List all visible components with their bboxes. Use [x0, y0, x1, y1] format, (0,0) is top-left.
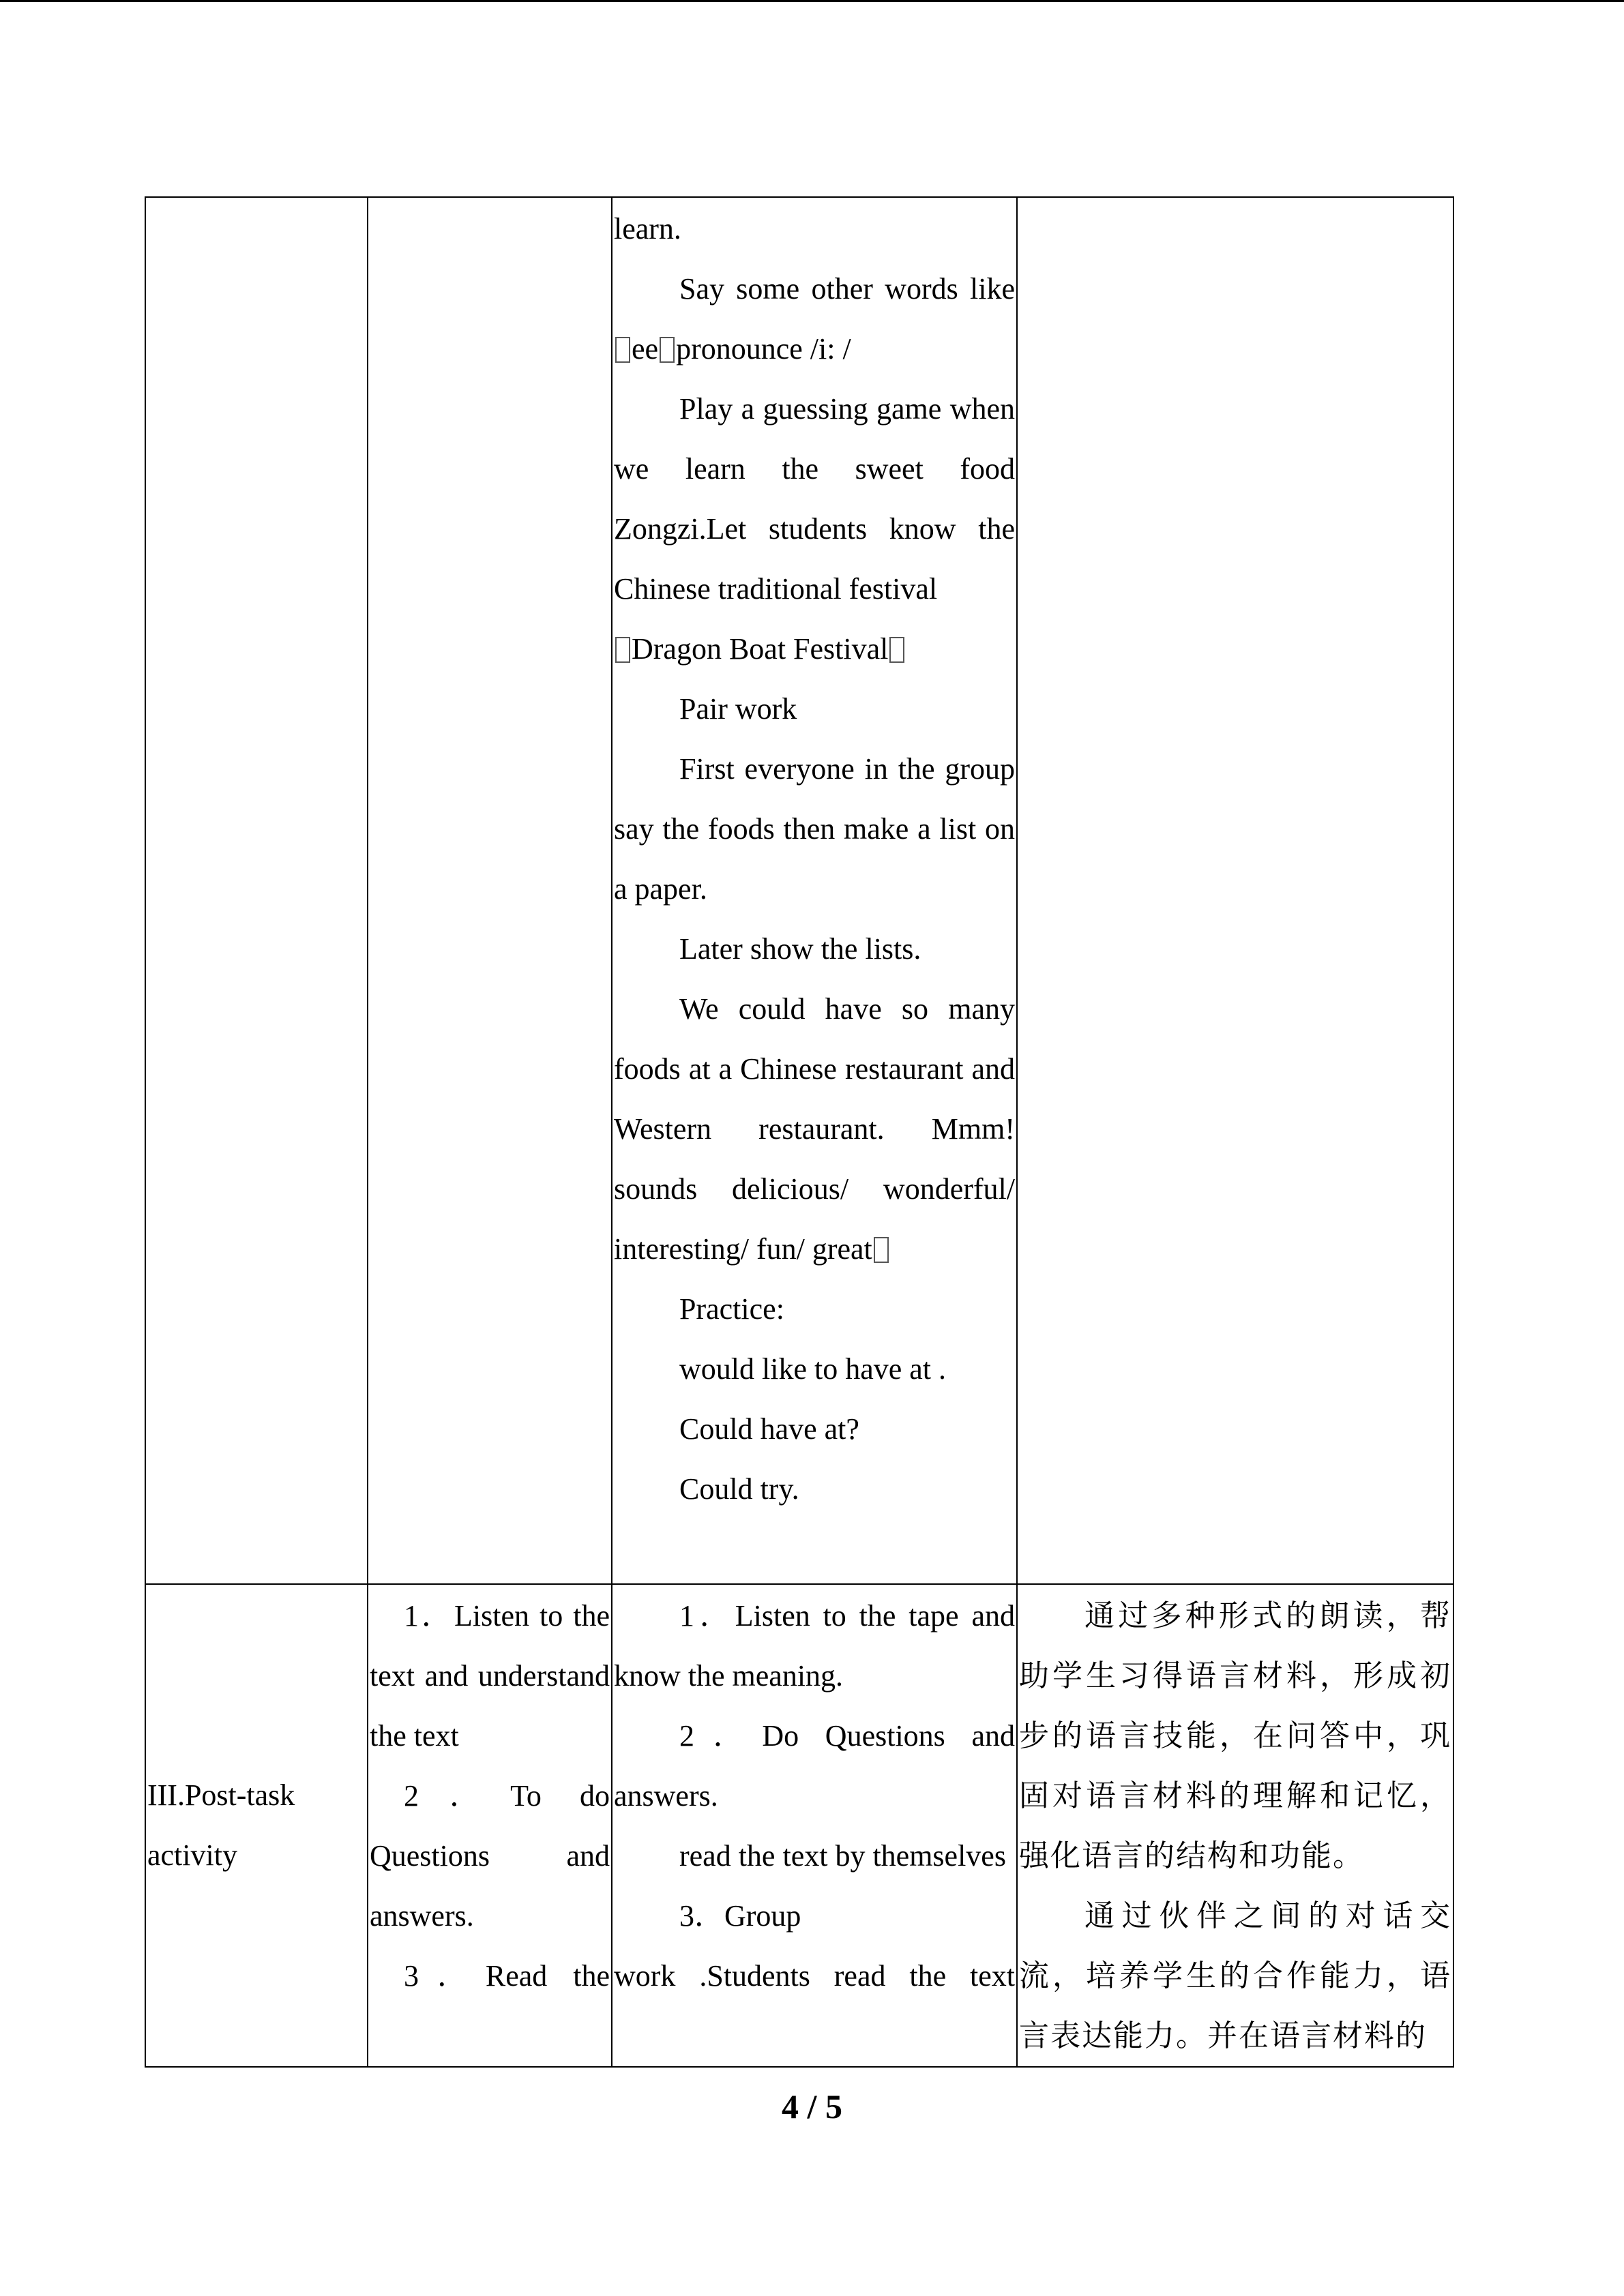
activity-paragraph: read the text by themselves: [679, 1839, 1006, 1873]
stage-cell: [145, 1584, 368, 2067]
activity-paragraph: First everyone in the group say the foods then make a list on a paper.: [614, 752, 1015, 906]
stage-label: III.Post-task activity: [147, 1778, 295, 1872]
activity-paragraph: 2．Do Questions and answers.: [614, 1719, 1015, 1813]
missing-glyph-icon: [889, 637, 904, 663]
objective-cell-empty: [368, 197, 612, 1584]
activity-text: Say some other words like: [679, 272, 1015, 305]
missing-glyph-icon: [615, 637, 630, 663]
activity-paragraph: Practice:: [679, 1292, 784, 1326]
activity-paragraph: [614, 979, 1015, 1279]
activity-paragraph: Play a guessing game when we learn the sweet food Zongzi.Let students know the Chinese traditional festival: [614, 392, 1015, 606]
top-border-rule: [0, 0, 1624, 2]
purpose-paragraph: 通过多种形式的朗读，帮助学生习得语言材料，形成初步的语言技能，在问答中，巩固对语言材料的理解和记忆，强化语言的结构和功能。: [1019, 1598, 1451, 1873]
missing-glyph-icon: [660, 337, 675, 363]
page-number: 4 / 5: [782, 2087, 842, 2126]
activity-paragraph: Could have at?: [679, 1412, 859, 1446]
activity-paragraph: Pair work: [679, 692, 797, 726]
activity-paragraph: 3．Group: [679, 1899, 801, 1933]
activity-paragraph: [614, 619, 1015, 679]
missing-glyph-icon: [874, 1237, 889, 1263]
activity-paragraph: work .Students read the text: [614, 1959, 1015, 1993]
activity-paragraph: [614, 259, 1015, 379]
activity-text: ee: [632, 332, 659, 366]
objective-cell: [368, 1584, 612, 2067]
activity-line: learn.: [614, 212, 681, 245]
objective-item: 2．To do Questions and answers.: [370, 1779, 610, 1933]
activity-paragraph: Later show the lists.: [679, 932, 921, 966]
activities-cell: [612, 1584, 1017, 2067]
purpose-cell: [1017, 1584, 1453, 2067]
missing-glyph-icon: [615, 337, 630, 363]
stage-cell-empty: [145, 197, 368, 1584]
purpose-cell-empty: [1017, 197, 1453, 1584]
purpose-paragraph: 通过伙伴之间的对话交流，培养学生的合作能力，语言表达能力。并在语言材料的: [1019, 1898, 1451, 2053]
objective-item: 3．Read the: [404, 1959, 610, 1993]
activities-cell: [612, 197, 1017, 1584]
activity-paragraph: Could try.: [679, 1472, 799, 1506]
objective-item: 1．Listen to the text and understand the text: [370, 1599, 610, 1753]
activity-text: pronounce /i: /: [676, 332, 851, 366]
activity-text: We could have so many foods at a Chinese restaurant and Western restaurant. Mmm! sounds delicious/ wonderful/ interesting/ fun/ great: [614, 992, 1015, 1266]
activity-paragraph: would like to have at .: [679, 1352, 947, 1386]
activity-text: Dragon Boat Festival: [632, 632, 889, 666]
activity-paragraph: 1．Listen to the tape and know the meaning.: [614, 1599, 1015, 1693]
lesson-plan-table: [145, 196, 1454, 2068]
table-row-while-task: [145, 197, 1453, 1584]
table-row-post-task: [145, 1584, 1453, 2067]
